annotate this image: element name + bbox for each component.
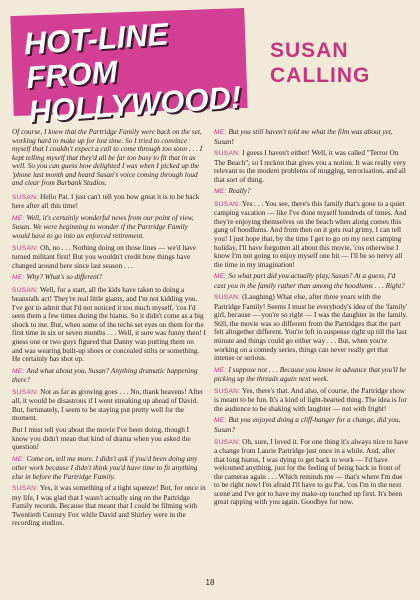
dialogue-line — [12, 286, 206, 364]
dialogue-line — [12, 426, 206, 452]
dialogue-text: Yes, it was something of a tight squeeze! But, for once in my life, I was glad that I wasn't actually sing on the Partridge Family records. Because that meant that I could be filming with Twentieth Century Fox while David and Shirley were in the recording studios. — [12, 484, 206, 528]
dialogue-line — [12, 484, 206, 528]
speaker-label: ME: — [214, 129, 227, 136]
dialogue-line — [12, 214, 206, 241]
speaker-label: SUSAN: — [214, 200, 241, 208]
dialogue-line — [214, 366, 408, 384]
dialogue-text: So what part did you actually play, Susan? At a guess, I'd cast you in the family rather than among the hoodlums . . . Right? — [214, 272, 405, 290]
speaker-label: ME: — [214, 417, 227, 425]
dialogue-line — [12, 367, 206, 385]
dialogue-line — [214, 387, 408, 414]
dialogue-line — [214, 149, 408, 184]
dialogue-text: But you enjoyed doing a cliff-hanger for a change, did you, Susan? — [214, 416, 401, 434]
right-column — [214, 128, 408, 570]
speaker-label: ME: — [214, 273, 227, 281]
speaker-label: ME: — [12, 455, 25, 463]
dialogue-text: Hello Pat. I just can't tell you how great it is to be back here after all this time! — [12, 192, 200, 211]
dialogue-line — [214, 416, 408, 434]
speaker-label: SUSAN: — [12, 388, 39, 396]
left-dialogue — [12, 193, 206, 528]
dialogue-line — [214, 187, 408, 197]
speaker-label: SUSAN: — [214, 294, 241, 302]
dialogue-text: Oh, no . . . Nothing doing on those lines — we'd have turned militant first! But you wouldn't credit how things have changed around here since last season . . . — [12, 243, 197, 270]
dialogue-line — [12, 388, 206, 423]
speaker-label: SUSAN: — [214, 438, 241, 446]
dialogue-line — [214, 438, 408, 507]
dialogue-line — [12, 273, 206, 283]
speaker-label: ME: — [214, 366, 227, 374]
dialogue-text: Really? — [228, 187, 251, 196]
speaker-label: ME: — [12, 274, 25, 282]
dialogue-line — [214, 272, 408, 290]
dialogue-line — [12, 193, 206, 211]
left-column — [12, 128, 206, 570]
dialogue-text: Oh, sure, I loved it. For one thing it's always nice to have a change from Laurie Partridge just once in a while. And, after that long hiatus, I was dying to get back to work — I'd have welcomed anything, just for the feeling of being back in front of the cameras again . . . Which reminds me — that's where I'm due to be right now! I'm afraid I'll have to go Pat, 'cos I'm in the next scene and I've got to have my make-up touched up first. It's been great rapping with you again. Goodbye for now. — [214, 437, 408, 507]
dialogue-line — [12, 244, 206, 271]
banner-title: HOT-LINE FROM HOLLYWOOD! — [22, 16, 243, 130]
speaker-label: ME: — [214, 188, 227, 196]
speaker-label: SUSAN: — [12, 286, 39, 294]
dialogue-text: But you still haven't told me what the film was about yet, Susan! — [214, 128, 393, 146]
speaker-label: ME: — [12, 367, 25, 375]
dialogue-line — [214, 293, 408, 362]
dialogue-text: And what about you, Susan? Anything dramatic happening there? — [12, 366, 198, 385]
dialogue-text: Not as far as growing goes . . . No, thank heavens! After all, it would be disastrous if I went streaking up ahead of David. But, fortunately, I seem to be staying put pretty well for the moment. — [12, 387, 204, 423]
intro-paragraph: Of course, I knew that the Partridge Family were back on the set, working hard to make up for lost time. So I tried to convince myself that I couldn't expect a call to come through too soon . . . I kept telling myself that they'd all be far too busy to fit that in as well. So you can guess how delighted I was when I picked up the 'phone last month and heard Susan's voice coming through loud and clear from Burbank Studios. — [12, 128, 203, 188]
page-number: 18 — [205, 578, 215, 587]
dialogue-text: But I must tell you about the movie I've been doing, though I know you didn't mean that kind of drama when you asked the question! — [12, 425, 191, 452]
dialogue-text: (Laughing) What else, after three years with the Partridge Family! Seems I must be everybody's idea of the 'family' girl, because — you're so right — I was the daughter in the family. Still, the movie was so different from the Partridges that the part felt altogether different. You're left in suspense right up till the last minute and things could go either way . . . But, when you're working on a comedy series, things can never really get that intense or serious. — [214, 293, 408, 363]
dialogue-text: Yes . . . You see, there's this family that's gone to a quiet camping vacation — like I've done myself hundreds of times. And they're enjoying themselves on the beach when along comes this gang of hoodlums. And from then on it gets real grimy, I can tell you! I just hope that, by the time I get to go on my next camping holiday, I'll have forgotten all about this movie, 'cos otherwise I know I'm not going to enjoy myself one bit — I'll be so nervy all the time in my imagination! — [214, 199, 407, 269]
dialogue-text: Well, for a start, all the kids have taken to doing a beanstalk act! They're real little giants, and I'm not kidding you. I've got to admit that I'd not noticed it too much myself, 'cos I'd seen them a few times during the hiatus. So it didn't come as a big shock to me. But, when some of the techs set eyes on them for the first time in six or seven months . . . Well, it sure was funny then! I guess one or two guys figured that Danny was putting them on and was wearing built-up shoes or concealed stilts or something. He certainly has shot up. — [12, 285, 206, 364]
dialogue-text: Yes, there's that. And also, of course, the Partridge show is meant to be fun. It's a kind of light-hearted thing. The idea is for the audience to be shaking with laughter — not with fright! — [214, 386, 407, 413]
dialogue-line — [214, 128, 408, 146]
speaker-label: SUSAN: — [12, 485, 39, 493]
dialogue-text: I suppose not . . . Because you know in advance that you'll be picking up the threads again next week. — [214, 365, 407, 384]
article-headline: SUSAN CALLING — [270, 39, 371, 87]
speaker-label: ME: — [12, 214, 25, 222]
right-dialogue — [214, 128, 408, 507]
speaker-label: SUSAN: — [214, 150, 241, 158]
dialogue-line — [214, 200, 408, 269]
dialogue-text: I guess I haven't either! Well, it was called "Terror On The Beach", so I reckon that gives you a notion. It was really very relevant to the modern problems of mugging, terrorisation, and all that sort of thing. — [214, 149, 407, 184]
speaker-label: SUSAN: — [12, 193, 39, 201]
dialogue-text: Why? What's so different? — [26, 273, 103, 282]
dialogue-text: Well, it's certainly wonderful news from our point of view, Susan. We were beginning to wonder if the Partridge Family would have to go into an enforced retirement. — [12, 213, 194, 241]
speaker-label: SUSAN: — [214, 387, 241, 395]
dialogue-text: Come on, tell me more. I didn't ask if you'd been doing any other work because I didn't think you'd have time to fit anything else in before the Partridge Family. — [12, 454, 198, 481]
speaker-label: SUSAN: — [12, 244, 39, 252]
dialogue-line — [12, 455, 206, 482]
